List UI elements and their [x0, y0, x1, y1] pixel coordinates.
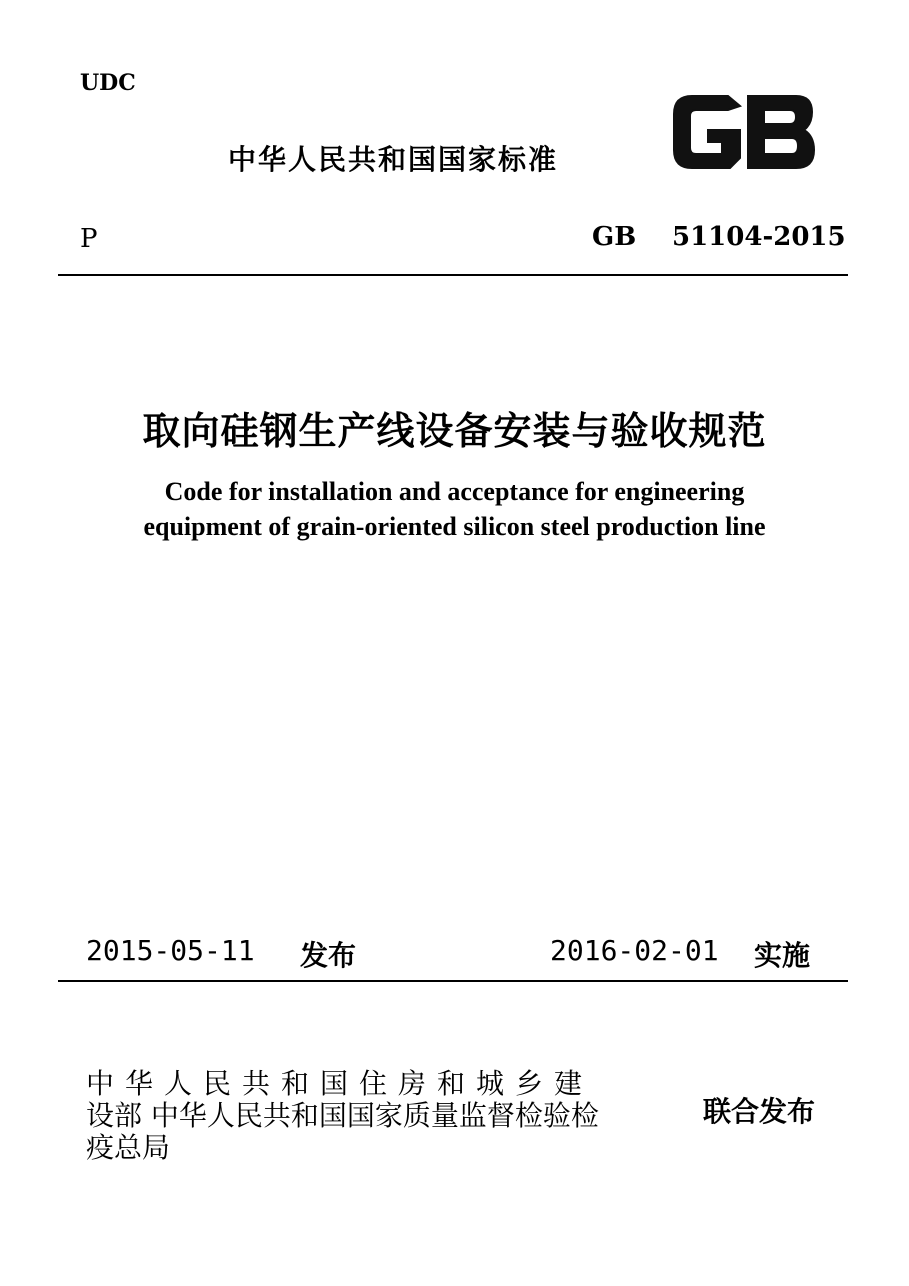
issuer-line1: 中华人民共和国住房和城乡建 [86, 1067, 594, 1100]
udc-label: UDC [80, 70, 136, 96]
issuer-line3: 疫总局 [86, 1131, 171, 1164]
issuer-line2: 设部 中华人民共和国国家质量监督检验检 [86, 1099, 599, 1132]
classification-code: P [80, 224, 98, 254]
effective-date: 2016-02-01 [550, 934, 719, 967]
issue-label: 发布 [300, 939, 357, 972]
effective-label: 实施 [754, 939, 811, 972]
gb-logo [668, 92, 818, 172]
title-english [0, 474, 909, 544]
joint-issue-label: 联合发布 [703, 1095, 816, 1128]
top-divider [58, 274, 848, 276]
title-english-line1: Code for installation and acceptance for engineering [164, 477, 745, 506]
issuers-block [86, 1068, 656, 1164]
standard-prefix: GB [592, 222, 637, 252]
org-title: 中华人民共和国国家标准 [228, 143, 559, 176]
issue-date: 2015-05-11 [86, 934, 255, 967]
title-chinese: 取向硅钢生产线设备安装与验收规范 [142, 409, 767, 453]
title-english-line2: equipment of grain-oriented silicon steel production line [143, 512, 766, 541]
standard-number: 51104-2015 [672, 222, 846, 252]
bottom-divider [58, 980, 848, 982]
